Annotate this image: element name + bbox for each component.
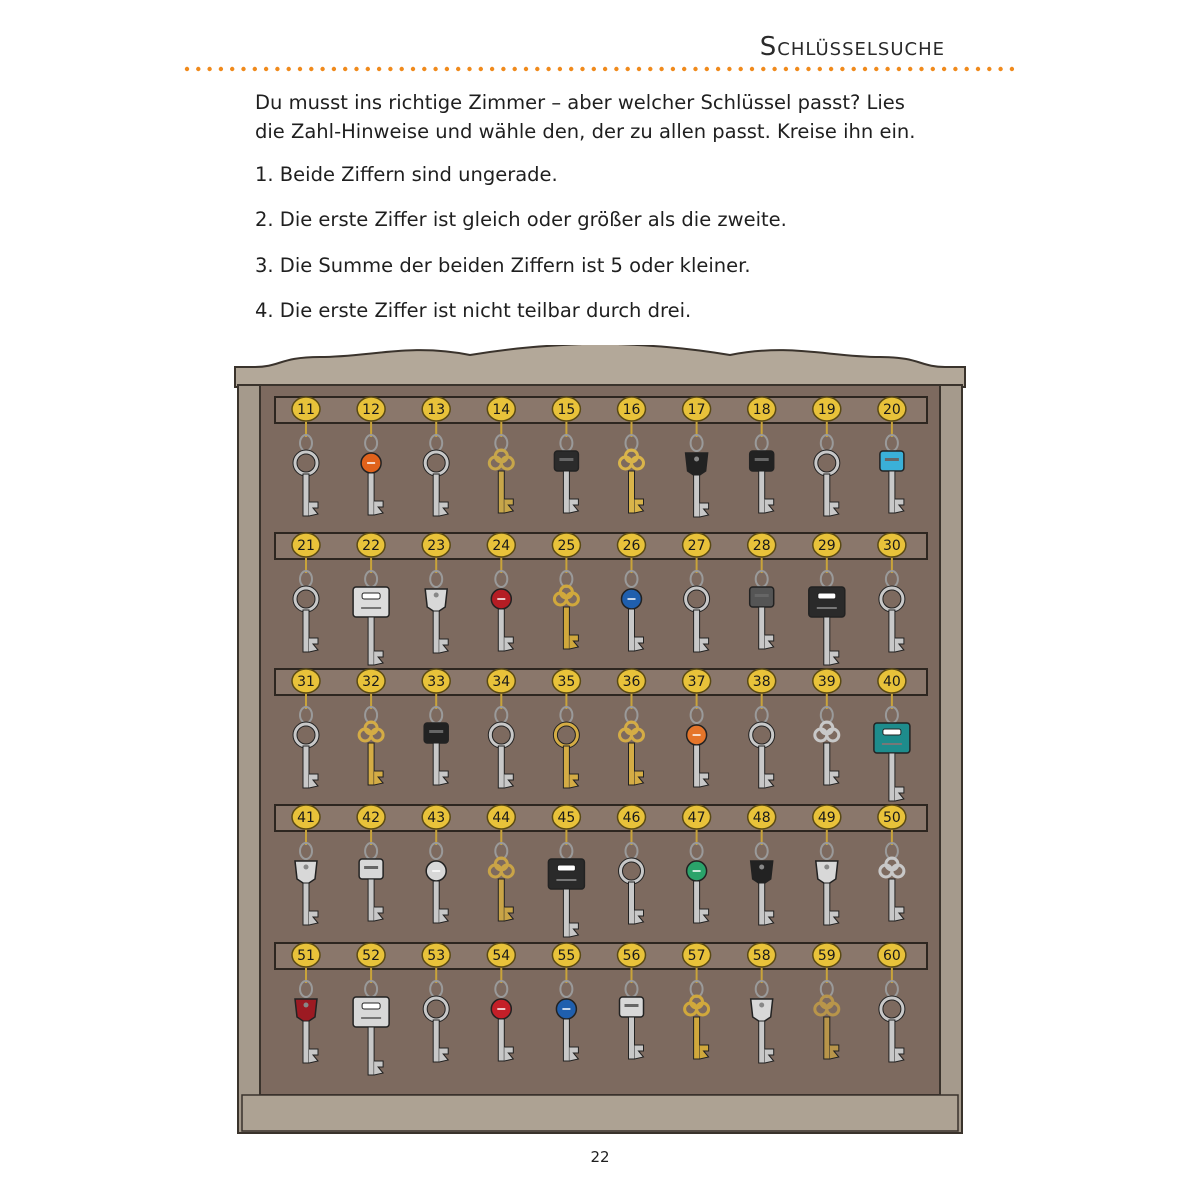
number-tag (748, 805, 776, 829)
number-tag (618, 943, 646, 967)
number-tag (487, 943, 515, 967)
key-number: 48 (752, 810, 771, 826)
header-title: Schlüsselsuche (759, 32, 945, 62)
number-tag (292, 805, 320, 829)
instructions-line: die Zahl-Hinweise und wähle den, der zu allen passt. Kreise ihn ein. (255, 120, 916, 143)
clue-4: 4. Die erste Ziffer ist nicht teilbar durch drei. (255, 299, 692, 322)
key-number: 57 (687, 948, 706, 964)
number-tag (422, 397, 450, 421)
number-tag (813, 669, 841, 693)
number-tag (878, 805, 906, 829)
number-tag (683, 669, 711, 693)
key-number: 40 (882, 674, 901, 690)
key-number: 18 (752, 402, 771, 418)
number-tag (357, 533, 385, 557)
key-number: 30 (882, 538, 901, 554)
key-number: 28 (752, 538, 771, 554)
key-number: 16 (622, 402, 641, 418)
number-tag (683, 805, 711, 829)
key-number: 60 (882, 948, 901, 964)
key-number: 37 (687, 674, 706, 690)
key-number: 17 (687, 402, 706, 418)
key-number: 32 (362, 674, 381, 690)
key-number: 51 (297, 948, 315, 964)
clue-2: 2. Die erste Ziffer ist gleich oder größer als die zweite. (255, 208, 787, 231)
number-tag (748, 669, 776, 693)
key-number: 49 (817, 810, 836, 826)
number-tag (292, 943, 320, 967)
key-number: 53 (427, 948, 446, 964)
key-number: 31 (297, 674, 315, 690)
number-tag (683, 533, 711, 557)
number-tag (618, 397, 646, 421)
number-tag (878, 533, 906, 557)
number-tag (878, 669, 906, 693)
number-tag (552, 805, 580, 829)
key-number: 50 (882, 810, 901, 826)
number-tag (487, 805, 515, 829)
key-number: 33 (427, 674, 446, 690)
key-number: 42 (362, 810, 381, 826)
key-number: 45 (557, 810, 576, 826)
key-number: 29 (817, 538, 836, 554)
number-tag (552, 669, 580, 693)
number-tag (357, 805, 385, 829)
number-tag (552, 397, 580, 421)
key-number: 20 (882, 402, 901, 418)
number-tag (292, 533, 320, 557)
number-tag (683, 397, 711, 421)
number-tag (813, 533, 841, 557)
instructions-line: Du musst ins richtige Zimmer – aber welcher Schlüssel passt? Lies (255, 91, 905, 114)
key-number: 34 (492, 674, 511, 690)
number-tag (357, 669, 385, 693)
number-tag (357, 397, 385, 421)
key-number: 26 (622, 538, 641, 554)
number-tag (487, 533, 515, 557)
number-tag (422, 533, 450, 557)
key-number: 54 (492, 948, 511, 964)
key-number: 24 (492, 538, 511, 554)
number-tag (552, 533, 580, 557)
instructions (255, 88, 955, 146)
number-tag (748, 533, 776, 557)
number-tag (878, 397, 906, 421)
key-number: 41 (297, 810, 315, 826)
dotted-divider (183, 65, 1018, 73)
key-number: 22 (362, 538, 381, 554)
key-number: 47 (687, 810, 706, 826)
key-number: 19 (817, 402, 836, 418)
number-tag (422, 805, 450, 829)
clue-1: 1. Beide Ziffern sind ungerade. (255, 163, 558, 186)
key-number: 36 (622, 674, 641, 690)
key-number: 44 (492, 810, 511, 826)
page-number: 22 (590, 1148, 610, 1166)
key-number: 11 (297, 402, 315, 418)
number-tag (618, 669, 646, 693)
number-tag (422, 669, 450, 693)
key-number: 21 (297, 538, 315, 554)
number-tag (292, 669, 320, 693)
key-number: 59 (817, 948, 836, 964)
key-number: 58 (752, 948, 771, 964)
number-tag (813, 805, 841, 829)
key-number: 56 (622, 948, 641, 964)
number-tag (813, 397, 841, 421)
key-number: 38 (752, 674, 771, 690)
number-tag (487, 397, 515, 421)
number-tag (748, 943, 776, 967)
key-number: 27 (687, 538, 706, 554)
number-tag (683, 943, 711, 967)
key-number: 39 (817, 674, 836, 690)
number-tag (878, 943, 906, 967)
number-tag (748, 397, 776, 421)
number-tag (487, 669, 515, 693)
key-number: 52 (362, 948, 381, 964)
key-number: 25 (557, 538, 576, 554)
key-number: 13 (427, 402, 446, 418)
number-tag (292, 397, 320, 421)
key-number: 43 (427, 810, 446, 826)
number-tag (618, 533, 646, 557)
key-number: 46 (622, 810, 641, 826)
key-number: 15 (557, 402, 576, 418)
number-tag (552, 943, 580, 967)
number-tag (422, 943, 450, 967)
clue-3: 3. Die Summe der beiden Ziffern ist 5 oder kleiner. (255, 254, 751, 277)
key-cabinet (230, 345, 970, 1135)
number-tag (813, 943, 841, 967)
number-tag (618, 805, 646, 829)
key-number: 35 (557, 674, 576, 690)
number-tag (357, 943, 385, 967)
key-number: 55 (557, 948, 576, 964)
key-number: 14 (492, 402, 511, 418)
key-number: 12 (362, 402, 381, 418)
key-number: 23 (427, 538, 446, 554)
